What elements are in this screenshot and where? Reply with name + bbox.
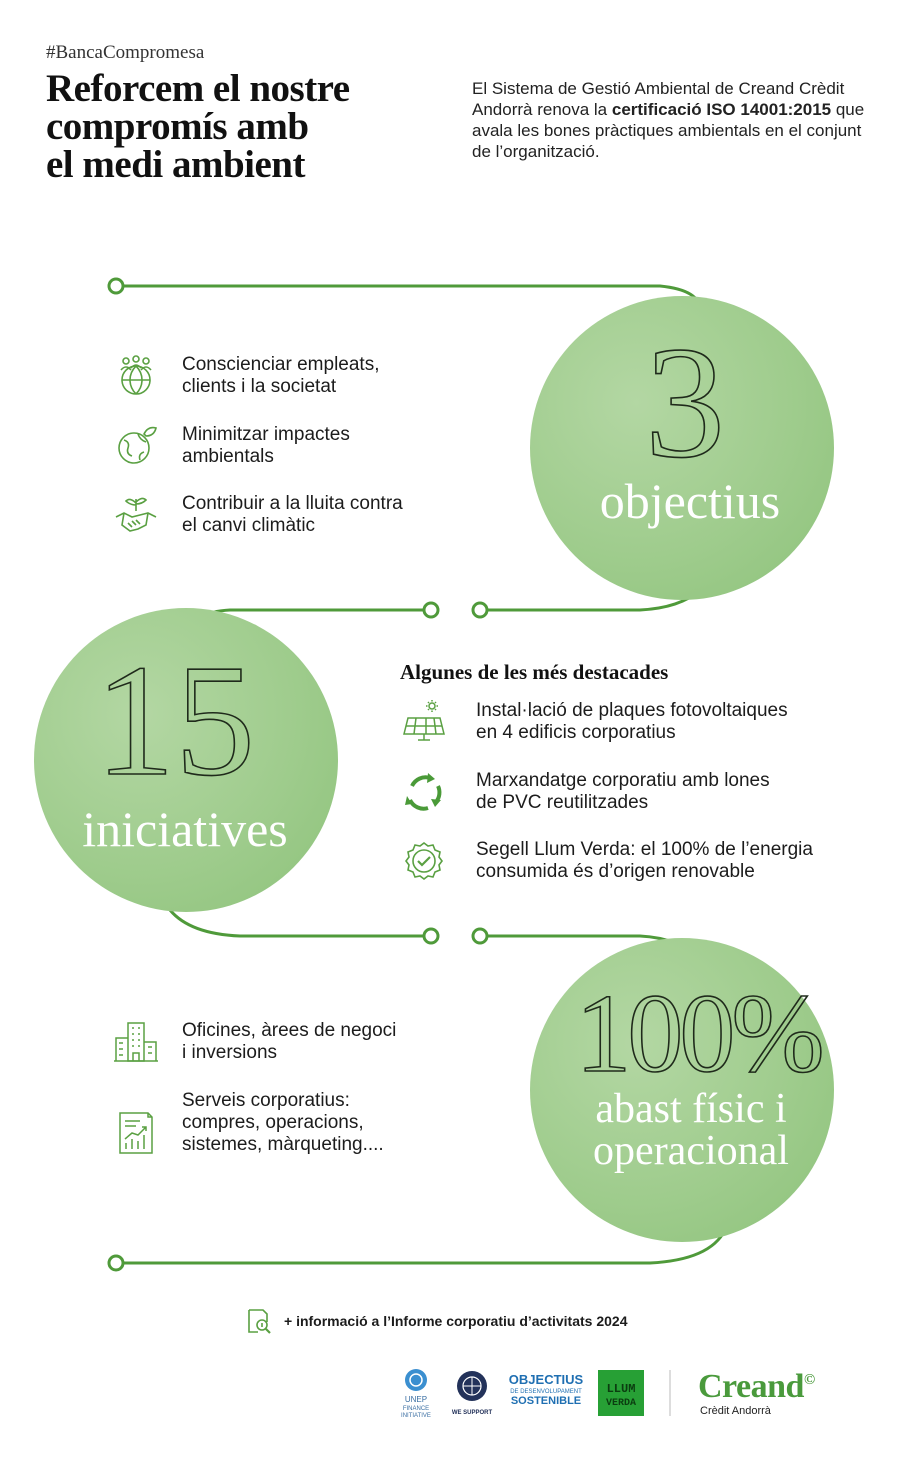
text-line: Conscienciar empleats, [182,354,380,375]
initiative-text [476,839,813,883]
scope-number: 100% [575,972,821,1096]
report-link-text: + informació a l’Informe corporatiu d’activitats 2024 [284,1313,628,1329]
connector-line-initiatives-left [170,910,424,936]
initiatives-number: 15 [95,631,255,809]
initiative-text [476,700,788,744]
creand-logo [698,1368,815,1406]
scope-item [114,1090,384,1156]
text-line: Instal·lació de plaques fotovoltaiques [476,700,788,721]
text-line: en 4 edificis corporatius [476,722,676,743]
ods-logo [509,1372,584,1407]
text-line: i inversions [182,1042,278,1063]
text-line: Marxandatge corporatiu amb lones [476,770,770,791]
text-line: Segell Llum Verda: el 100% de l’energia [476,839,813,860]
ods-logo-text: SOSTENIBLE [510,1395,582,1407]
objective-item [114,354,379,398]
ods-logo-text: DE DESENVOLUPAMENT [510,1389,582,1395]
recycle-icon [402,770,446,814]
report-chart-icon [114,1111,158,1155]
building-icon [114,1020,158,1064]
title-line: compromís amb [46,105,309,148]
title-line: el medi ambient [46,143,305,186]
node-dot [424,929,438,943]
intro-bold: certificació ISO 14001:2015 [611,100,832,119]
unep-logo-text: INITIATIVE [401,1413,431,1418]
text-line: el canvi climàtic [182,515,316,536]
global-compact-text: WE SUPPORT [451,1410,493,1416]
node-dot [473,603,487,617]
text-line: clients i la societat [182,376,337,397]
earth-leaf-icon [114,424,158,468]
brand-mark: © [803,1372,815,1388]
global-compact-logo [452,1371,493,1416]
text-line: Contribuir a la lluita contra [182,493,403,514]
text-line: consumida és d’origen renovable [476,861,755,882]
connector-line-bottom [123,1230,725,1263]
report-link[interactable] [246,1308,628,1334]
text-line: sistemes, màrqueting.... [182,1134,384,1155]
initiative-item [402,770,770,814]
unep-logo-text: UNEP [404,1395,428,1404]
intro-part: que avala les bones pràctiques ambientals en el conjunt de l’organització. [472,100,865,161]
scope-label-line: operacional [593,1128,789,1174]
scope-item [114,1020,396,1064]
llum-verda-text: LLUM [606,1382,636,1396]
llum-verda-logo [598,1370,644,1416]
objectives-number: 3 [645,313,725,491]
text-line: Oficines, àrees de negoci [182,1020,397,1041]
objective-item [114,493,403,537]
llum-verda-text: VERDA [605,1398,637,1409]
initiatives-label: iniciatives [82,801,288,857]
node-dot [473,929,487,943]
text-line: ambientals [182,446,274,467]
hashtag: #BancaCompromesa [46,42,205,63]
brand-name: Creand [698,1368,804,1405]
handshake-plant-icon [114,493,158,537]
node-dot [109,279,123,293]
unep-fi-logo [401,1369,431,1418]
unep-logo-text: FINANCE [402,1406,430,1412]
initiative-text [476,770,770,814]
objective-text [182,493,403,537]
text-line: compres, operacions, [182,1112,364,1133]
scope-label-line: abast físic i [595,1086,787,1132]
solar-panel-icon [402,700,446,744]
scope-text [182,1020,396,1064]
seal-check-icon [402,839,446,883]
node-dot [424,603,438,617]
brand-subtitle: Crèdit Andorrà [700,1405,771,1417]
text-line: de PVC reutilitzades [476,792,649,813]
scope-label [546,1088,836,1172]
objective-text [182,354,379,398]
people-globe-icon [114,354,158,398]
initiative-item [402,839,813,883]
document-search-icon [246,1308,272,1334]
initiatives-heading: Algunes de les més destacades [400,660,669,684]
initiative-item [402,700,788,744]
node-dot [109,1256,123,1270]
connector-line-top [123,286,700,310]
intro-part: El Sistema de Gestió Ambiental de Creand Crèdit Andorrà renova la [472,79,845,119]
objective-item [114,424,350,468]
title-line: Reforcem el nostre [46,67,350,110]
text-line: Serveis corporatius: [182,1090,350,1111]
scope-text [182,1090,384,1156]
objective-text [182,424,350,468]
text-line: Minimitzar impactes [182,424,350,445]
ods-logo-text: OBJECTIUS [508,1372,584,1387]
objectives-label: objectius [599,473,781,529]
